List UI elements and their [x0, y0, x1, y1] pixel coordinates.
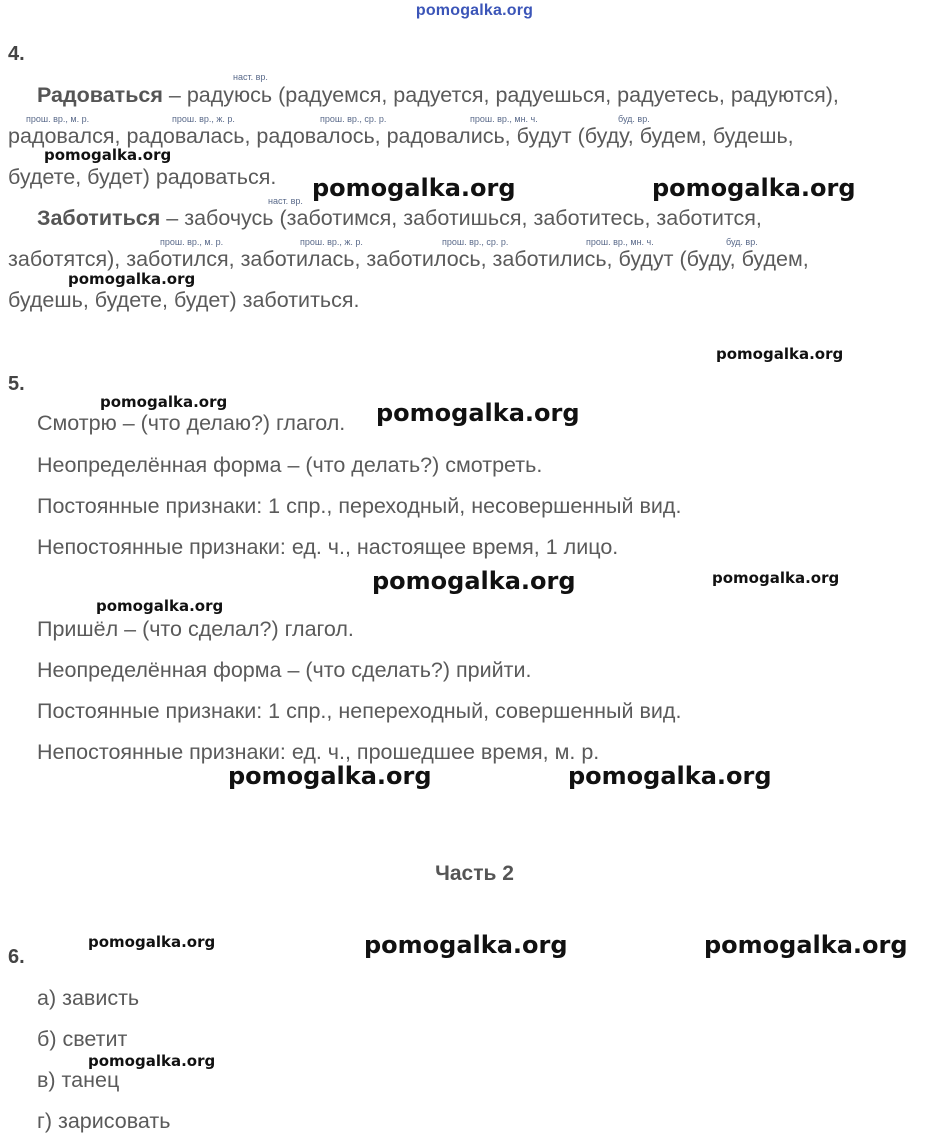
watermark: pomogalka.org — [652, 174, 856, 202]
task-5-analysis-2-line-4: Непостоянные признаки: ед. ч., прошедшее время, м. р. — [37, 740, 600, 764]
annotation-present-tense-2: наст. вр. — [268, 196, 303, 206]
watermark: pomogalka.org — [100, 393, 228, 411]
task-4-paragraph-1-line-1 — [37, 83, 839, 108]
watermark: pomogalka.org — [88, 933, 216, 951]
task-4-paragraph-1-line-2: радовался, радовалась, радовалось, радовались, будут (буду, будем, будешь, — [8, 124, 794, 148]
watermark: pomogalka.org — [88, 1052, 216, 1070]
watermark: pomogalka.org — [704, 931, 908, 959]
watermark: pomogalka.org — [376, 399, 580, 427]
task-6-item-d: г) зарисовать — [37, 1109, 171, 1133]
task-6-item-b: б) светит — [37, 1027, 128, 1051]
task-5-analysis-1-line-1: Смотрю – (что делаю?) глагол. — [37, 411, 346, 435]
conjugation-present: – радуюсь (радуемся, радуется, радуешься, радуетесь, радуются), — [162, 83, 839, 107]
task-5-analysis-2-line-1: Пришёл – (что сделал?) глагол. — [37, 617, 354, 641]
watermark: pomogalka.org — [228, 762, 432, 790]
task-4-paragraph-1-line-3: будете, будет) радоваться. — [8, 165, 277, 189]
part-2-title: Часть 2 — [435, 862, 514, 885]
task-5-analysis-1-line-2: Неопределённая форма – (что делать?) смотреть. — [37, 453, 543, 477]
watermark: pomogalka.org — [364, 931, 568, 959]
annotation-past-plural-2: прош. вр., мн. ч. — [586, 237, 654, 247]
task-4-paragraph-2-line-1 — [37, 206, 762, 231]
annotation-past-masc: прош. вр., м. р. — [26, 114, 90, 124]
task-5-number: 5. — [8, 373, 25, 395]
task-5-analysis-1-line-4: Непостоянные признаки: ед. ч., настоящее время, 1 лицо. — [37, 535, 619, 559]
task-4-paragraph-2-line-2: заботятся), заботился, заботилась, заботилось, заботились, будут (буду, будем, — [8, 247, 809, 271]
annotation-past-plural: прош. вр., мн. ч. — [470, 114, 538, 124]
task-4-paragraph-2-line-3: будешь, будете, будет) заботиться. — [8, 288, 360, 312]
task-5-analysis-1-line-3: Постоянные признаки: 1 спр., переходный, несовершенный вид. — [37, 494, 682, 518]
watermark: pomogalka.org — [68, 270, 196, 288]
site-header[interactable]: pomogalka.org — [415, 2, 534, 19]
verb-zabotitsya: Заботиться — [37, 206, 161, 230]
task-6-item-a: а) зависть — [37, 986, 140, 1010]
watermark: pomogalka.org — [372, 567, 576, 595]
watermark: pomogalka.org — [96, 597, 224, 615]
task-6-number: 6. — [8, 946, 25, 968]
annotation-future-2: буд. вр. — [726, 237, 758, 247]
annotation-past-fem: прош. вр., ж. р. — [172, 114, 235, 124]
watermark: pomogalka.org — [712, 569, 840, 587]
annotation-past-neut-2: прош. вр., ср. р. — [442, 237, 509, 247]
task-4-number: 4. — [8, 43, 25, 65]
annotation-present-tense: наст. вр. — [233, 72, 268, 82]
watermark: pomogalka.org — [44, 146, 172, 164]
annotation-past-neut: прош. вр., ср. р. — [320, 114, 387, 124]
annotation-future: буд. вр. — [618, 114, 650, 124]
watermark: pomogalka.org — [312, 174, 516, 202]
annotation-past-masc-2: прош. вр., м. р. — [160, 237, 224, 247]
verb-radovatsya: Радоваться — [37, 83, 163, 107]
task-5-analysis-2-line-3: Постоянные признаки: 1 спр., непереходный, совершенный вид. — [37, 699, 682, 723]
watermark: pomogalka.org — [568, 762, 772, 790]
watermark: pomogalka.org — [716, 345, 844, 363]
task-6-item-c: в) танец — [37, 1068, 120, 1092]
conjugation-present-2: – забочусь (заботимся, заботишься, заботитесь, заботится, — [160, 206, 762, 230]
task-5-analysis-2-line-2: Неопределённая форма – (что сделать?) прийти. — [37, 658, 532, 682]
annotation-past-fem-2: прош. вр., ж. р. — [300, 237, 363, 247]
